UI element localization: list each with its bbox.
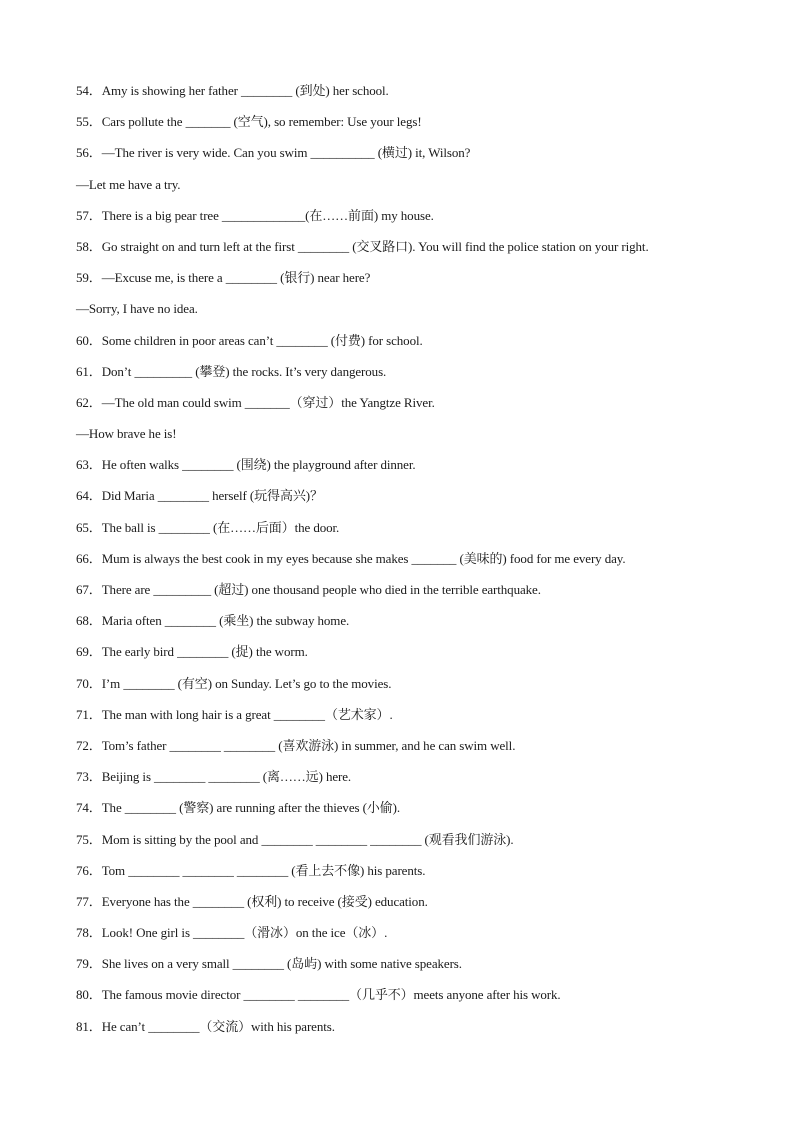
- question-66: 66．Mum is always the best cook in my eyes because she makes _______ (美味的) food for me every day.: [76, 550, 626, 566]
- question-63: 63．He often walks ________ (围绕) the playground after dinner.: [76, 457, 416, 473]
- question-60: 60．Some children in poor areas can’t ________ (付费) for school.: [76, 332, 423, 348]
- question-62: 62．—The old man could swim _______（穿过）the Yangtze River.: [76, 394, 435, 410]
- question-77: 77．Everyone has the ________ (权利) to receive (接受) education.: [76, 893, 428, 909]
- question-64: 64．Did Maria ________ herself (玩得高兴)？: [76, 488, 323, 504]
- question-57: 57．There is a big pear tree _____________(在……前面) my house.: [76, 207, 434, 223]
- question-58: 58．Go straight on and turn left at the first ________ (交叉路口). You will find the police station on your right.: [76, 238, 649, 254]
- question-79: 79．She lives on a very small ________ (岛屿) with some native speakers.: [76, 956, 462, 972]
- question-54: 54．Amy is showing her father ________ (到处) her school.: [76, 83, 389, 98]
- question-59-reply: —Sorry, I have no idea.: [76, 301, 198, 317]
- question-74: 74．The ________ (警察) are running after the thieves (小偷).: [76, 800, 401, 816]
- question-56: 56．—The river is very wide. Can you swim __________ (横过) it, Wilson?: [76, 145, 471, 161]
- question-76: 76．Tom ________ ________ ________ (看上去不像) his parents.: [76, 862, 426, 878]
- question-55: 55．Cars pollute the _______ (空气), so remember: Use your legs!: [76, 114, 422, 130]
- question-62-reply: —How brave he is!: [76, 426, 177, 442]
- question-list: [76, 81, 756, 1048]
- question-81: 81．He can’t ________（交流）with his parents.: [76, 1018, 335, 1034]
- question-73: 73．Beijing is ________ ________ (离……远) here.: [76, 769, 352, 785]
- question-61: 61．Don’t _________ (攀登) the rocks. It’s very dangerous.: [76, 363, 387, 379]
- question-69: 69．The early bird ________ (捉) the worm.: [76, 644, 308, 660]
- question-67: 67．There are _________ (超过) one thousand people who died in the terrible earthquake.: [76, 582, 541, 597]
- question-70: 70．I’m ________ (有空) on Sunday. Let’s go to the movies.: [76, 675, 392, 691]
- question-56-reply: —Let me have a try.: [76, 176, 181, 192]
- question-75: 75．Mom is sitting by the pool and ________ ________ ________ (观看我们游泳).: [76, 831, 514, 847]
- question-78: 78．Look! One girl is ________（滑冰）on the ice（冰）.: [76, 925, 388, 941]
- question-71: 71．The man with long hair is a great ________（艺术家）.: [76, 706, 393, 722]
- question-72: 72．Tom’s father ________ ________ (喜欢游泳) in summer, and he can swim well.: [76, 737, 516, 753]
- question-59: 59．—Excuse me, is there a ________ (银行) near here?: [76, 270, 371, 286]
- question-80: 80．The famous movie director ________ ________（几乎不）meets anyone after his work.: [76, 987, 561, 1003]
- question-68: 68．Maria often ________ (乘坐) the subway home.: [76, 613, 350, 629]
- question-65: 65．The ball is ________ (在……后面）the door.: [76, 519, 340, 535]
